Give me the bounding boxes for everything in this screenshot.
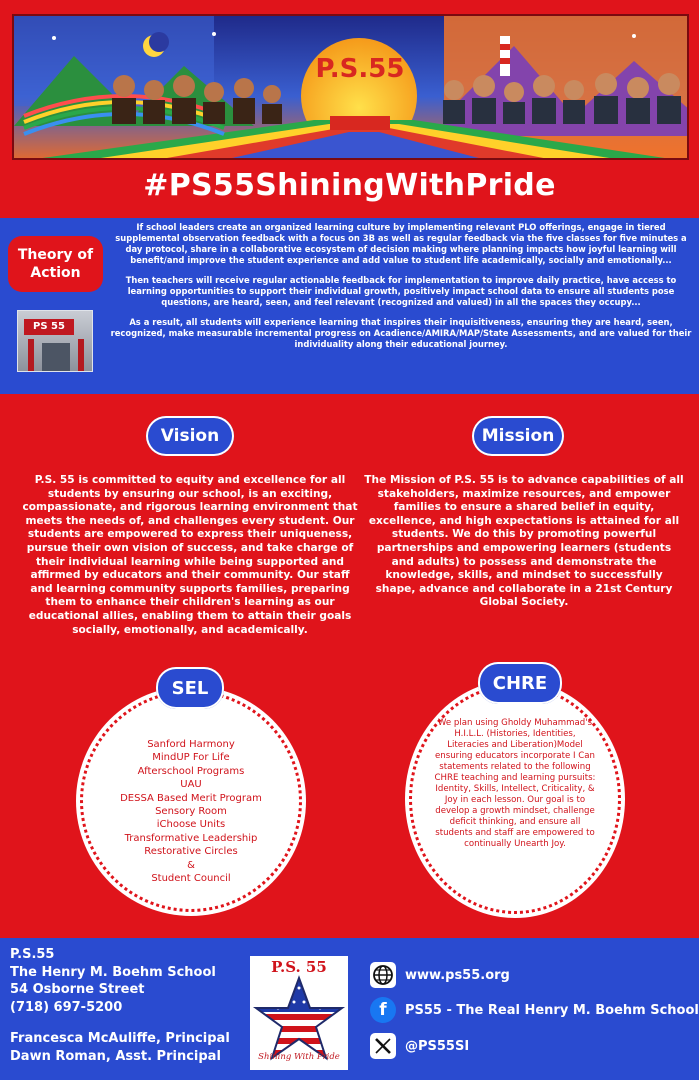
- school-entrance-photo: [17, 310, 93, 372]
- logo-caption: Shining With Pride: [258, 1052, 340, 1062]
- school-door: [42, 343, 70, 372]
- spacer: [10, 1016, 240, 1030]
- sel-item: Sanford Harmony: [147, 739, 235, 750]
- theory-of-action-badge: Theory of Action: [8, 236, 103, 292]
- sel-item: &: [187, 859, 195, 871]
- mural-banner: [12, 14, 689, 160]
- theory-paragraph-if: If school leaders create an organized learning culture by implementing relevant PLO offerings, engage in tiered supplemental observation feedback with a focus on 3B as well as regular feedback via the five classes for five minutes a day protocol, share in a collaborative ecosystem of decision making where planning impacts how joyful learning will benefit/and improve the student experience and add value to student life academically, socially and emotionally...: [115, 222, 687, 265]
- chre-text: We plan using Gholdy Muhammad's H.I.L.L. (Histories, Identities, Literacies and Liberation)Model ensuring educators incorporate I Can statements related to the following CHRE teaching and learning pursuits: Identity, Skills, Intellect, Criticality, & Joy in each lesson. Our goal is to develop a growth mindset, challenge deficit thinking, and ensure all students and staff are empowered to continually Unearth Joy.: [434, 718, 596, 849]
- school-full-name: The Henry M. Boehm School: [10, 964, 216, 980]
- logo-title: P.S. 55: [271, 958, 327, 976]
- facebook-icon: f: [370, 997, 396, 1023]
- sel-item: Sensory Room: [155, 806, 227, 818]
- mission-text: The Mission of P.S. 55 is to advance capabilities of all stakeholders, maximize resources, and empower families to ensure a shared belief in equity, excellence, and high expectations is attained for all students. We do this by promoting powerful partnerships and empowering learners (students and adults) to possess and demonstrate the knowledge, skills, and mindset to successfully shape, advance and collaborate in a 21st Century Global Society.: [364, 474, 684, 609]
- x-handle-link[interactable]: @PS55SI: [405, 1038, 470, 1054]
- pillar-right: [78, 339, 84, 372]
- vision-text: P.S. 55 is committed to equity and excellence for all students by ensuring our school, is an exciting, compassionate, and rigorous learning environment that meets the needs of, and challenges every student. Our students are empowered to express their uniqueness, pursue their own vision of success, and take charge of their individual learning while being supported and affirmed by educators and their community. Our staff and learning community supports families, preparing them to enhance their children's learning as our educational allies, enabling them to attain their goals socially, emotionally, and academically.: [22, 474, 358, 636]
- x-logo-icon: [370, 1033, 396, 1059]
- sel-item: Restorative Circles: [144, 846, 238, 858]
- sel-item: Afterschool Programs: [137, 765, 245, 777]
- chre-heading: CHRE: [478, 662, 562, 704]
- assistant-principal-name: Dawn Roman, Asst. Principal: [10, 1048, 221, 1064]
- x-row[interactable]: [370, 1033, 469, 1059]
- sel-item: Transformative Leadership: [124, 832, 258, 844]
- phone-number: (718) 697-5200: [10, 999, 123, 1015]
- sel-item: Student Council: [151, 873, 231, 885]
- hashtag-title: #PS55ShiningWithPride: [143, 168, 556, 203]
- mural-illustration: [14, 16, 689, 160]
- facebook-row[interactable]: [370, 997, 699, 1023]
- sel-item: UAU: [180, 779, 202, 791]
- sel-item: iChoose Units: [156, 819, 226, 831]
- mural-sign-text: P.S.55: [315, 54, 405, 84]
- website-link[interactable]: www.ps55.org: [405, 967, 510, 983]
- flag-star-icon: [250, 974, 348, 1064]
- school-short-name: P.S.55: [10, 947, 55, 962]
- school-address-block: [10, 946, 240, 1065]
- mission-heading: Mission: [472, 416, 564, 456]
- sel-program-list: [80, 738, 302, 885]
- theory-paragraph-result: As a result, all students will experience learning that inspires their inquisitiveness, ensuring they are heard, seen, recognized, make measurable incremental progress on Acadience/AMIRA/MAP/State Assessments, and are valued for their individuality along their educational journey.: [110, 317, 692, 349]
- principal-name: Francesca McAuliffe, Principal: [10, 1031, 230, 1046]
- globe-icon: [370, 962, 396, 988]
- school-sign: PS 55: [24, 319, 74, 335]
- vision-heading: Vision: [146, 416, 234, 456]
- sel-heading: SEL: [156, 667, 224, 709]
- sel-item: MindUP For Life: [152, 752, 230, 764]
- theory-paragraph-then: Then teachers will receive regular actionable feedback for implementation to improve daily practice, have access to learning opportunities to support their individual growth, positively impact school data to ensure all students pose questions, are heard, seen, and feel relevant (recognized and valued) in all the spaces they occupy...: [125, 275, 677, 307]
- ps55-logo: [250, 956, 348, 1070]
- street-address: 54 Osborne Street: [10, 982, 145, 997]
- pillar-left: [28, 339, 34, 372]
- theory-of-action-text: [110, 222, 692, 359]
- website-row[interactable]: [370, 962, 510, 988]
- facebook-link[interactable]: PS55 - The Real Henry M. Boehm School: [405, 1002, 699, 1018]
- sel-item: DESSA Based Merit Program: [120, 792, 262, 804]
